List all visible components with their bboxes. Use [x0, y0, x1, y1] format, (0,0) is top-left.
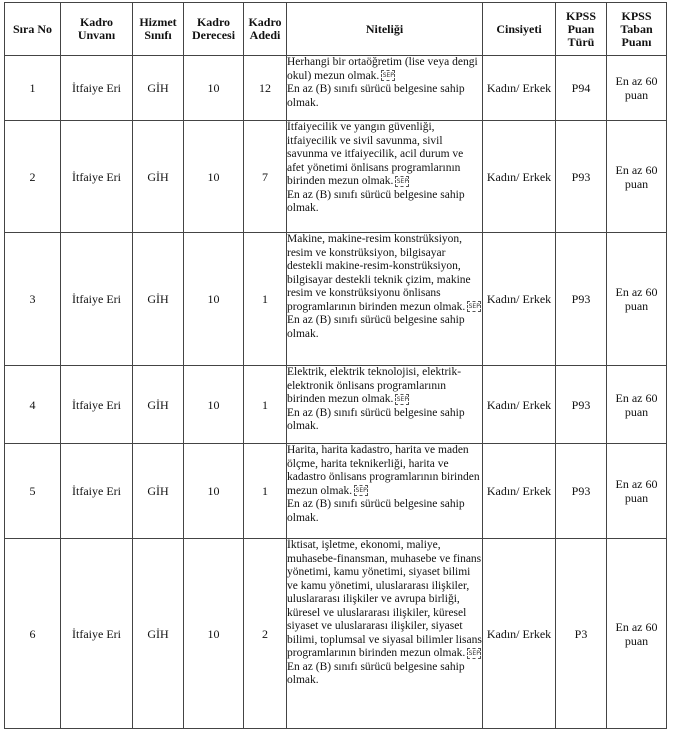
sep-mark: SEP [396, 177, 408, 185]
cell-niteligi [287, 539, 483, 729]
cell-kpss-taban-puani: En az 60 puan [607, 233, 667, 366]
cell-kadro-unvani: İtfaiye Eri [61, 233, 133, 366]
cell-niteligi [287, 233, 483, 366]
license-text: En az (B) sınıfı sürücü belgesine sahip olmak. [287, 314, 465, 340]
cell-kpss-taban-puani: En az 60 puan [607, 56, 667, 121]
cell-sira-no: 4 [5, 366, 61, 444]
cell-cinsiyeti: Kadın/ Erkek [483, 366, 556, 444]
cell-cinsiyeti: Kadın/ Erkek [483, 121, 556, 233]
cell-kpss-taban-puani: En az 60 puan [607, 121, 667, 233]
table-row [5, 444, 667, 539]
header-hizmet-sinifi: Hizmet Sınıfı [133, 3, 184, 56]
sep-mark: SEP [355, 487, 367, 495]
cell-kpss-puan-turu: P94 [556, 56, 607, 121]
table-row [5, 233, 667, 366]
niteligi-wrap [287, 121, 482, 216]
cell-hizmet-sinifi: GİH [133, 539, 184, 729]
cell-kadro-unvani: İtfaiye Eri [61, 366, 133, 444]
niteligi-text: Harita, harita kadastro, harita ve maden ölçme, harita teknikerliği, harita ve kadastro önlisans programlarının birinden mezun olmak. [287, 444, 480, 497]
license-text: En az (B) sınıfı sürücü belgesine sahip olmak. [287, 83, 465, 109]
cell-kadro-derecesi: 10 [184, 366, 244, 444]
niteligi-text: Herhangi bir ortaöğretim (lise veya dengi okul) mezun olmak. [287, 56, 478, 82]
sep-mark: SEP [468, 649, 480, 657]
header-niteligi: Niteliği [287, 3, 483, 56]
cell-hizmet-sinifi: GİH [133, 56, 184, 121]
cell-niteligi [287, 56, 483, 121]
niteligi-text: Elektrik, elektrik teknolojisi, elektrik-elektronik önlisans programlarının birinden mezun olmak. [287, 366, 462, 405]
cell-sira-no: 5 [5, 444, 61, 539]
niteligi-text: Makine, makine-resim konstrüksiyon, resim ve konstrüksiyon, bilgisayar destekli makine-resim-konstrüksiyon, bilgisayar destekli teknik çizim, makine resim ve konstrüksiyonu önlisans programlarının birinden mezun olmak. [287, 233, 471, 313]
sep-mark: SEP [382, 72, 394, 80]
header-kpss-puan-turu: KPSS Puan Türü [556, 3, 607, 56]
niteligi-wrap [287, 539, 482, 688]
cell-kadro-adedi: 7 [244, 121, 287, 233]
cell-kpss-puan-turu: P93 [556, 233, 607, 366]
license-text: En az (B) sınıfı sürücü belgesine sahip olmak. [287, 188, 465, 214]
cell-kpss-taban-puani: En az 60 puan [607, 539, 667, 729]
niteligi-text: İktisat, işletme, ekonomi, maliye, muhasebe-finansman, muhasebe ve finans yönetimi, kamu yönetimi, siyaset bilimi ve kamu yönetimi, uluslararası ilişkiler, uluslararası ilişkiler ve avrupa birliği, küresel ve uluslararası ilişkiler, küresel siyaset ve uluslararası ilişkiler, siyaset bilimi, toplumsal ve siyasal bilimler lisans programlarının birinden mezun olmak. [287, 539, 482, 659]
header-cinsiyeti: Cinsiyeti [483, 3, 556, 56]
niteligi-wrap [287, 444, 482, 525]
cell-kpss-taban-puani: En az 60 puan [607, 366, 667, 444]
cell-sira-no: 2 [5, 121, 61, 233]
cell-kadro-derecesi: 10 [184, 444, 244, 539]
cell-sira-no: 1 [5, 56, 61, 121]
cell-kpss-puan-turu: P93 [556, 444, 607, 539]
sep-mark: SEP [468, 303, 480, 311]
header-kadro-derecesi: Kadro Derecesi [184, 3, 244, 56]
cell-kadro-unvani: İtfaiye Eri [61, 121, 133, 233]
cell-sira-no: 6 [5, 539, 61, 729]
cell-sira-no: 3 [5, 233, 61, 366]
cell-kpss-puan-turu: P93 [556, 366, 607, 444]
table-row [5, 366, 667, 444]
cell-kadro-derecesi: 10 [184, 121, 244, 233]
license-text: En az (B) sınıfı sürücü belgesine sahip olmak. [287, 498, 465, 524]
cell-cinsiyeti: Kadın/ Erkek [483, 233, 556, 366]
niteligi-wrap [287, 366, 482, 434]
cell-kpss-puan-turu: P3 [556, 539, 607, 729]
cell-cinsiyeti: Kadın/ Erkek [483, 444, 556, 539]
header-kpss-taban-puani: KPSS Taban Puanı [607, 3, 667, 56]
cell-hizmet-sinifi: GİH [133, 366, 184, 444]
table-row [5, 56, 667, 121]
niteligi-text: İtfaiyecilik ve yangın güvenliği, itfaiyecilik ve sivil savunma, sivil savunma ve itfaiyecilik, acil durum ve afet yönetimi önlisans programlarının birinden mezun olmak. [287, 121, 464, 187]
cell-kadro-unvani: İtfaiye Eri [61, 539, 133, 729]
cell-hizmet-sinifi: GİH [133, 233, 184, 366]
header-row [5, 3, 667, 56]
niteligi-wrap [287, 233, 482, 341]
cell-hizmet-sinifi: GİH [133, 444, 184, 539]
cell-niteligi [287, 366, 483, 444]
cell-kadro-unvani: İtfaiye Eri [61, 444, 133, 539]
license-text: En az (B) sınıfı sürücü belgesine sahip olmak. [287, 660, 465, 686]
cell-kadro-derecesi: 10 [184, 233, 244, 366]
cell-cinsiyeti: Kadın/ Erkek [483, 56, 556, 121]
cell-hizmet-sinifi: GİH [133, 121, 184, 233]
table-row [5, 121, 667, 233]
table-row [5, 539, 667, 729]
header-kadro-adedi: Kadro Adedi [244, 3, 287, 56]
cell-kadro-derecesi: 10 [184, 56, 244, 121]
cell-niteligi [287, 444, 483, 539]
cell-kadro-derecesi: 10 [184, 539, 244, 729]
cell-cinsiyeti: Kadın/ Erkek [483, 539, 556, 729]
sep-mark: SEP [396, 395, 408, 403]
cell-kadro-adedi: 12 [244, 56, 287, 121]
cell-niteligi [287, 121, 483, 233]
cell-kpss-puan-turu: P93 [556, 121, 607, 233]
cell-kadro-adedi: 2 [244, 539, 287, 729]
cell-kpss-taban-puani: En az 60 puan [607, 444, 667, 539]
license-text: En az (B) sınıfı sürücü belgesine sahip olmak. [287, 406, 465, 432]
positions-table [4, 2, 667, 729]
cell-kadro-unvani: İtfaiye Eri [61, 56, 133, 121]
cell-kadro-adedi: 1 [244, 444, 287, 539]
niteligi-wrap [287, 56, 482, 110]
header-sira-no: Sıra No [5, 3, 61, 56]
cell-kadro-adedi: 1 [244, 233, 287, 366]
cell-kadro-adedi: 1 [244, 366, 287, 444]
header-kadro-unvani: Kadro Unvanı [61, 3, 133, 56]
